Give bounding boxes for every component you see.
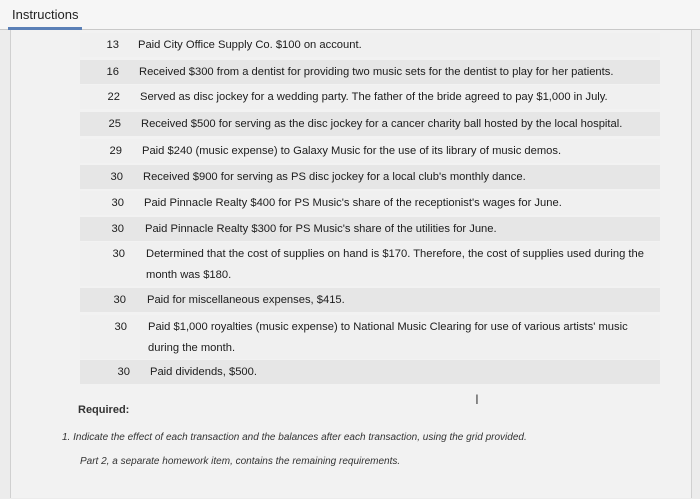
instructions-tab-bar: [0, 0, 700, 30]
transaction-day: 30: [112, 248, 125, 260]
transaction-text: Paid $1,000 royalties (music expense) to National Music Clearing for use of various artists' music: [148, 321, 628, 333]
transaction-day: 30: [113, 294, 126, 306]
transaction-day: 25: [108, 118, 121, 130]
transaction-text: Received $500 for serving as the disc jockey for a cancer charity ball hosted by the local hospital.: [141, 118, 623, 130]
transaction-day: 30: [111, 197, 124, 209]
required-heading: Required:: [78, 404, 130, 416]
transaction-text: Served as disc jockey for a wedding party. The father of the bride agreed to pay $1,000 in July.: [140, 91, 608, 103]
text-cursor-icon: I: [475, 391, 479, 407]
transaction-text: Paid dividends, $500.: [150, 366, 257, 378]
transaction-day: 29: [109, 145, 122, 157]
transaction-text: Paid Pinnacle Realty $300 for PS Music's share of the utilities for June.: [145, 223, 497, 235]
transaction-day: 30: [110, 171, 123, 183]
transaction-text: Paid $240 (music expense) to Galaxy Music for the use of its library of music demos.: [142, 145, 562, 157]
transaction-day: 22: [107, 91, 120, 103]
requirement-note: Part 2, a separate homework item, contains the remaining requirements.: [80, 456, 401, 467]
transaction-day: 13: [106, 39, 119, 51]
transaction-day: 30: [111, 223, 124, 235]
transaction-day: 30: [117, 366, 130, 378]
transaction-text: Received $900 for serving as PS disc jockey for a local club's monthly dance.: [143, 171, 526, 183]
transaction-day: 16: [106, 66, 119, 78]
transaction-text-continued: month was $180.: [146, 269, 232, 281]
transaction-text: Paid City Office Supply Co. $100 on account.: [138, 39, 362, 51]
transaction-text-continued: during the month.: [148, 342, 236, 354]
transaction-day: 30: [114, 321, 127, 333]
requirement-1: 1. Indicate the effect of each transaction and the balances after each transaction, using the grid provided.: [62, 432, 527, 443]
transaction-text: Received $300 from a dentist for providing two music sets for the dentist to play for her patients.: [139, 66, 614, 78]
instructions-tab[interactable]: Instructions: [12, 7, 79, 22]
transaction-text: Determined that the cost of supplies on hand is $170. Therefore, the cost of supplies used during the: [146, 248, 644, 260]
transaction-text: Paid Pinnacle Realty $400 for PS Music's share of the receptionist's wages for June.: [144, 197, 562, 209]
transaction-text: Paid for miscellaneous expenses, $415.: [147, 294, 345, 306]
